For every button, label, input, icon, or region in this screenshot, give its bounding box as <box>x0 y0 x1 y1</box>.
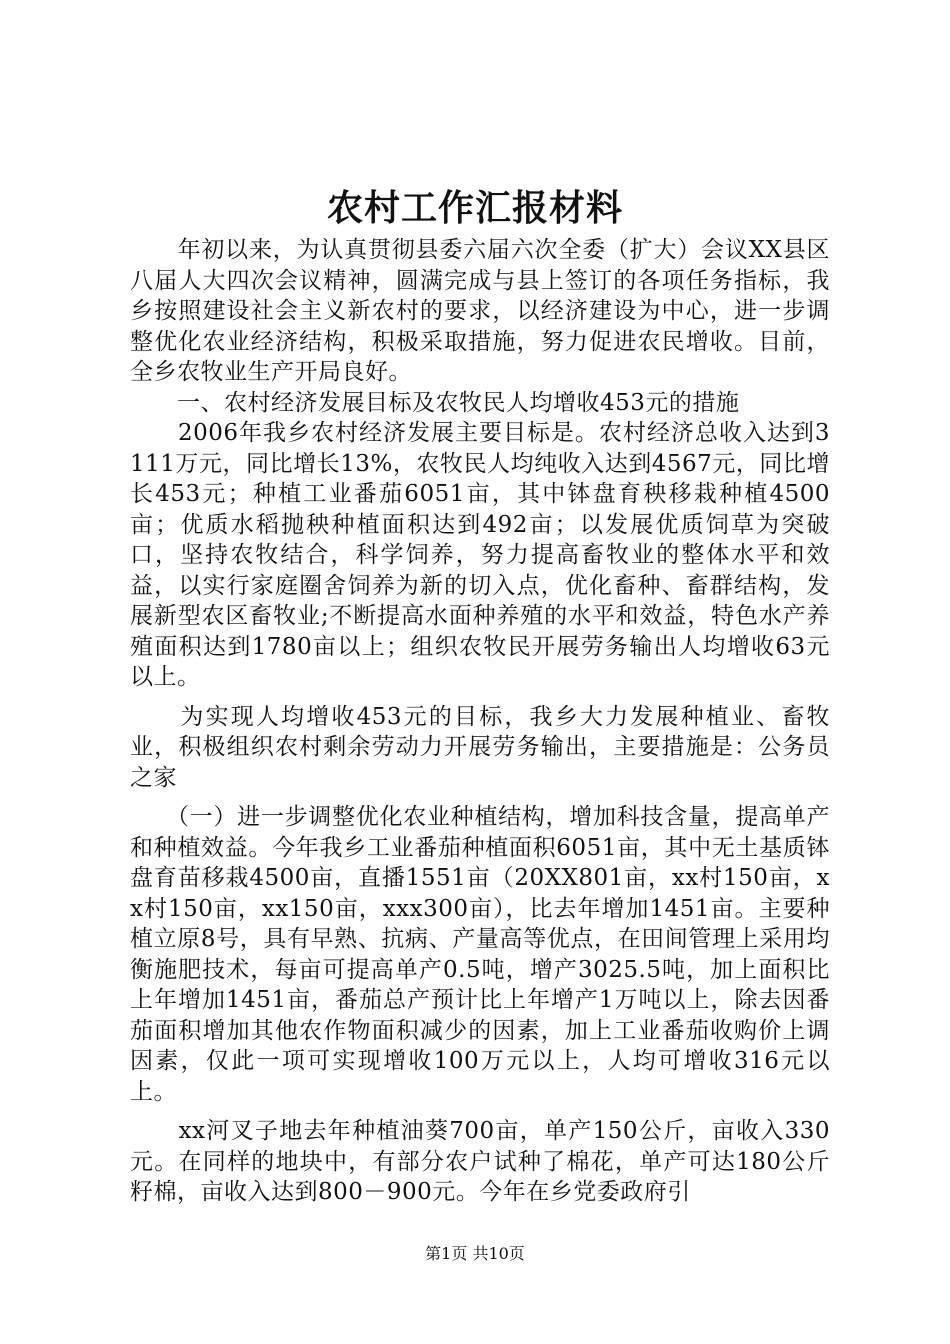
paragraph-oilseed: xx河叉子地去年种植油葵700亩，单产150公斤，亩收入330元。在同样的地块中，有部分农户试种了棉花，单产可达180公斤籽棉，亩收入达到800－900元。今年在乡党委政府引 <box>130 1118 830 1205</box>
section-heading-1: 一、农村经济发展目标及农牧民人均增收453元的措施 <box>130 389 740 416</box>
page-number-footer: 第1页 共10页 <box>425 1244 525 1263</box>
paragraph-measure-1: （一）进一步调整优化农业种植结构，增加科技含量，提高单产和种植效益。今年我乡工业番茄种植面积6051亩，其中无土基质钵盘育苗移栽4500亩，直播1551亩（20XX801亩，xx村150亩，xx村150亩，xx150亩，xxx300亩），比去年增加1451亩。主要种植立原8号，具有早熟、抗病、产量高等优点，在田间管理上采用均衡施肥技术，每亩可提高单产0.5吨，增产3025.5吨，加上面积比上年增加1451亩，番茄总产预计比上年增产1万吨以上，除去因番茄面积增加其他农作物面积减少的因素，加上工业番茄收购价上调因素，仅此一项可实现增收100万元以上，人均可增收316元以上。 <box>130 804 830 1105</box>
paragraph-measures: 为实现人均增收453元的目标，我乡大力发展种植业、畜牧业，积极组织农村剩余劳动力开展劳务输出，主要措施是：公务员之家 <box>130 703 830 791</box>
document-title: 农村工作汇报材料 <box>326 187 623 229</box>
paragraph-goals: 2006年我乡农村经济发展主要目标是。农村经济总收入达到3111万元，同比增长13%，农牧民人均纯收入达到4567元，同比增长453元；种植工业番茄6051亩，其中钵盘育秧移栽种植4500亩；优质水稻抛秧种植面积达到492亩；以发展优质饲草为突破口，坚持农牧结合，科学饲养，努力提高畜牧业的整体水平和效益，以实行家庭圈舍饲养为新的切入点，优化畜种、畜群结构，发展新型农区畜牧业;不断提高水面种养殖的水平和效益，特色水产养殖面积达到1780亩以上；组织农牧民开展劳务输出人均增收63元以上。 <box>130 420 830 690</box>
paragraph-intro: 年初以来，为认真贯彻县委六届六次全委（扩大）会议XX县区八届人大四次会议精神，圆满完成与县上签订的各项任务指标，我乡按照建设社会主义新农村的要求，以经济建设为中心，进一步调整优化农业经济结构，积极采取措施，努力促进农民增收。目前，全乡农牧业生产开局良好。 <box>130 237 830 385</box>
document-body <box>130 235 830 1208</box>
